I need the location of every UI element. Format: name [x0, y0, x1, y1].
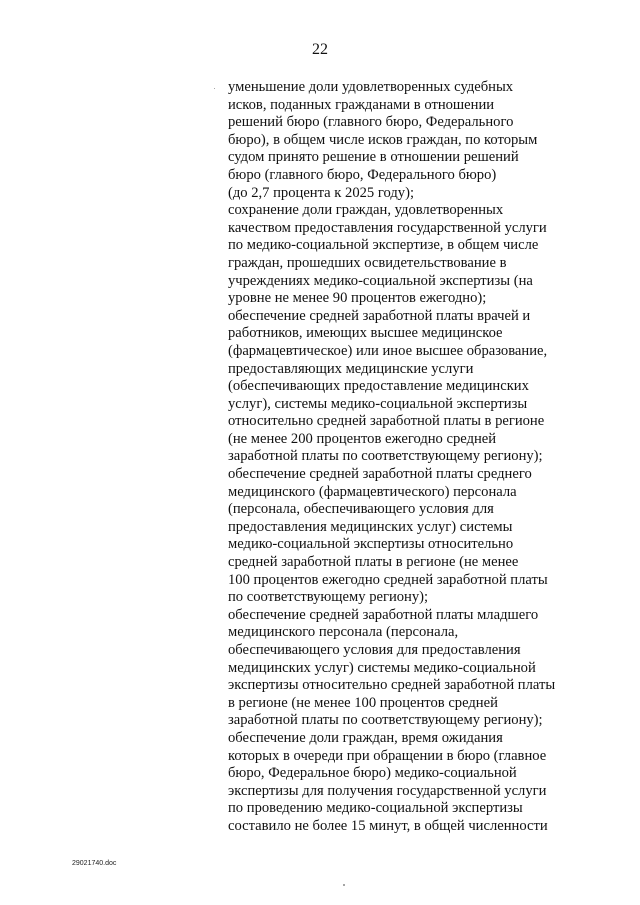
- text-line: судом принято решение в отношении решений: [228, 149, 519, 166]
- text-line: которых в очереди при обращении в бюро (главное: [228, 747, 547, 764]
- text-line: заработной платы по соответствующему региону);: [228, 712, 543, 729]
- text-line: обеспечение доли граждан, время ожидания: [228, 729, 503, 746]
- text-line: медико-социальной экспертизы относительно: [228, 536, 514, 553]
- text-line: бюро (главного бюро, Федерального бюро): [228, 166, 497, 183]
- text-line: (не менее 200 процентов ежегодно средней: [228, 430, 497, 447]
- text-line: 100 процентов ежегодно средней заработной платы: [228, 571, 548, 588]
- text-line: граждан, прошедших освидетельствование в: [228, 254, 507, 271]
- text-line: по проведению медико-социальной экспертизы: [228, 800, 523, 817]
- text-line: медицинских услуг) системы медико-социальной: [228, 659, 536, 676]
- text-line: бюро, Федеральное бюро) медико-социальной: [228, 765, 517, 782]
- text-line: обеспечение средней заработной платы врачей и: [228, 307, 531, 324]
- text-line: в регионе (не менее 100 процентов средней: [228, 694, 498, 711]
- text-line: качеством предоставления государственной услуги: [228, 219, 547, 236]
- text-line: решений бюро (главного бюро, Федерального: [228, 114, 514, 131]
- text-line: уровне не менее 90 процентов ежегодно);: [228, 290, 487, 307]
- text-line: (до 2,7 процента к 2025 году);: [228, 184, 415, 201]
- text-line: предоставления медицинских услуг) системы: [228, 518, 513, 535]
- text-line: исков, поданных гражданами в отношении: [228, 96, 495, 113]
- text-line: бюро), в общем числе исков граждан, по которым: [228, 131, 538, 148]
- text-line: (персонала, обеспечивающего условия для: [228, 501, 494, 518]
- text-line: по медико-социальной экспертизе, в общем числе: [228, 237, 539, 254]
- page-number: 22: [312, 41, 328, 58]
- scan-speck: [343, 884, 345, 886]
- text-line: обеспечивающего условия для предоставления: [228, 642, 521, 658]
- text-line: экспертизы относительно средней заработной платы: [228, 677, 556, 694]
- text-line: услуг), системы медико-социальной экспертизы: [228, 395, 528, 412]
- text-line: медицинского персонала (персонала,: [228, 624, 459, 641]
- footer-filename: 29021740.doc: [72, 860, 117, 867]
- scan-speck: [214, 88, 215, 89]
- body-text: [228, 79, 573, 836]
- text-line: работников, имеющих высшее медицинское: [228, 325, 503, 342]
- text-line: уменьшение доли удовлетворенных судебных: [228, 79, 514, 95]
- text-line: обеспечение средней заработной платы младшего: [228, 606, 539, 623]
- text-line: учреждениях медико-социальной экспертизы (на: [228, 272, 533, 289]
- text-line: (обеспечивающих предоставление медицинских: [228, 378, 529, 395]
- text-line: обеспечение средней заработной платы среднего: [228, 466, 532, 483]
- text-line: заработной платы по соответствующему региону);: [228, 448, 543, 465]
- text-line: средней заработной платы в регионе (не менее: [228, 554, 519, 571]
- text-line: составило не более 15 минут, в общей численности: [228, 817, 548, 834]
- text-line: сохранение доли граждан, удовлетворенных: [228, 202, 504, 219]
- text-line: медицинского (фармацевтического) персонала: [228, 483, 517, 500]
- text-line: (фармацевтическое) или иное высшее образование,: [228, 342, 548, 359]
- text-line: экспертизы для получения государственной услуги: [228, 782, 547, 799]
- text-line: относительно средней заработной платы в регионе: [228, 413, 545, 430]
- text-line: предоставляющих медицинские услуги: [228, 360, 474, 377]
- text-line: по соответствующему региону);: [228, 589, 429, 606]
